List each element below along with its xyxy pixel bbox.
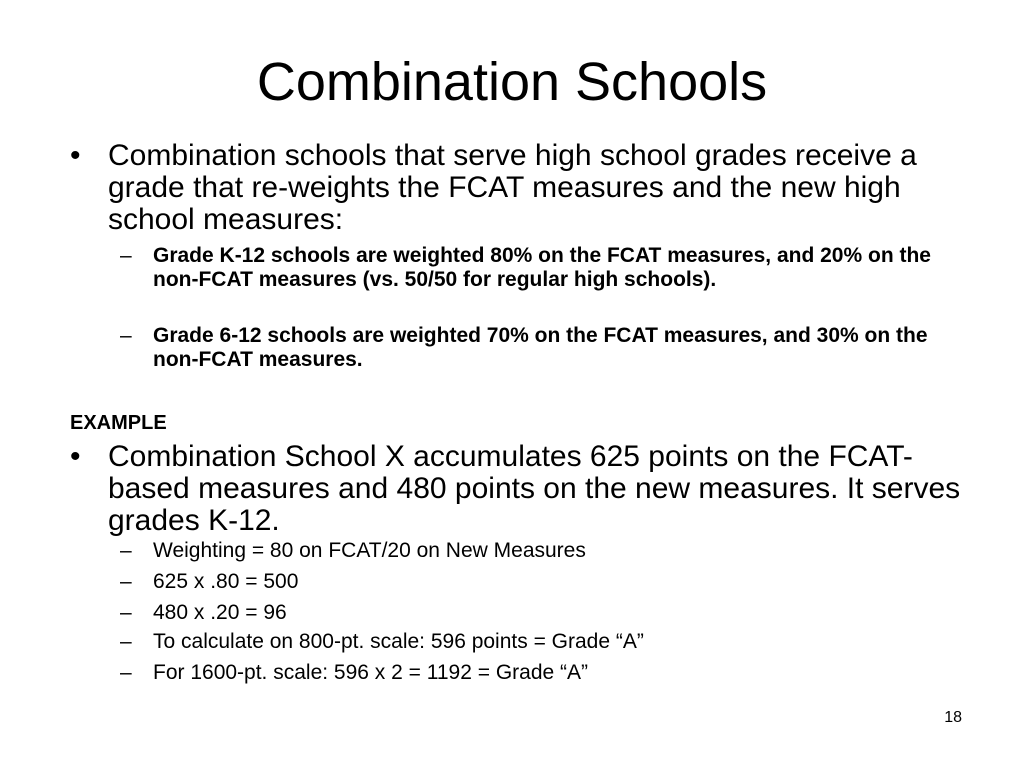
bullet-text: Combination School X accumulates 625 points on the FCAT-based measures and 480 points on the new measures. It serves grades K-12.: [108, 440, 961, 537]
dash-marker: –: [120, 630, 132, 653]
bullet-marker: •: [70, 139, 81, 172]
bullet-text: Combination schools that serve high school grades receive a grade that re-weights the FCAT measures and the new high school measures:: [108, 139, 917, 236]
sub-bullet-text: For 1600-pt. scale: 596 x 2 = 1192 = Grade “A”: [153, 661, 589, 684]
sub-bullet-text: 625 x .80 = 500: [153, 570, 299, 593]
bullet-marker: •: [70, 440, 81, 473]
dash-marker: –: [120, 570, 132, 593]
example-label: EXAMPLE: [70, 412, 167, 434]
page-number: 18: [944, 709, 962, 726]
sub-bullet-text: To calculate on 800-pt. scale: 596 points = Grade “A”: [153, 630, 644, 653]
slide-title: Combination Schools: [256, 52, 768, 112]
dash-marker: –: [120, 324, 132, 347]
dash-marker: –: [120, 601, 132, 624]
dash-marker: –: [120, 539, 132, 562]
sub-bullet-text: Grade K-12 schools are weighted 80% on the FCAT measures, and 20% on the non-FCAT measures (vs. 50/50 for regular high schools).: [153, 244, 931, 291]
dash-marker: –: [120, 244, 132, 267]
sub-bullet-text: 480 x .20 = 96: [153, 601, 287, 624]
sub-bullet-text: Grade 6-12 schools are weighted 70% on the FCAT measures, and 30% on the non-FCAT measures.: [153, 324, 928, 371]
sub-bullet-text: Weighting = 80 on FCAT/20 on New Measures: [153, 539, 586, 562]
dash-marker: –: [120, 661, 132, 684]
